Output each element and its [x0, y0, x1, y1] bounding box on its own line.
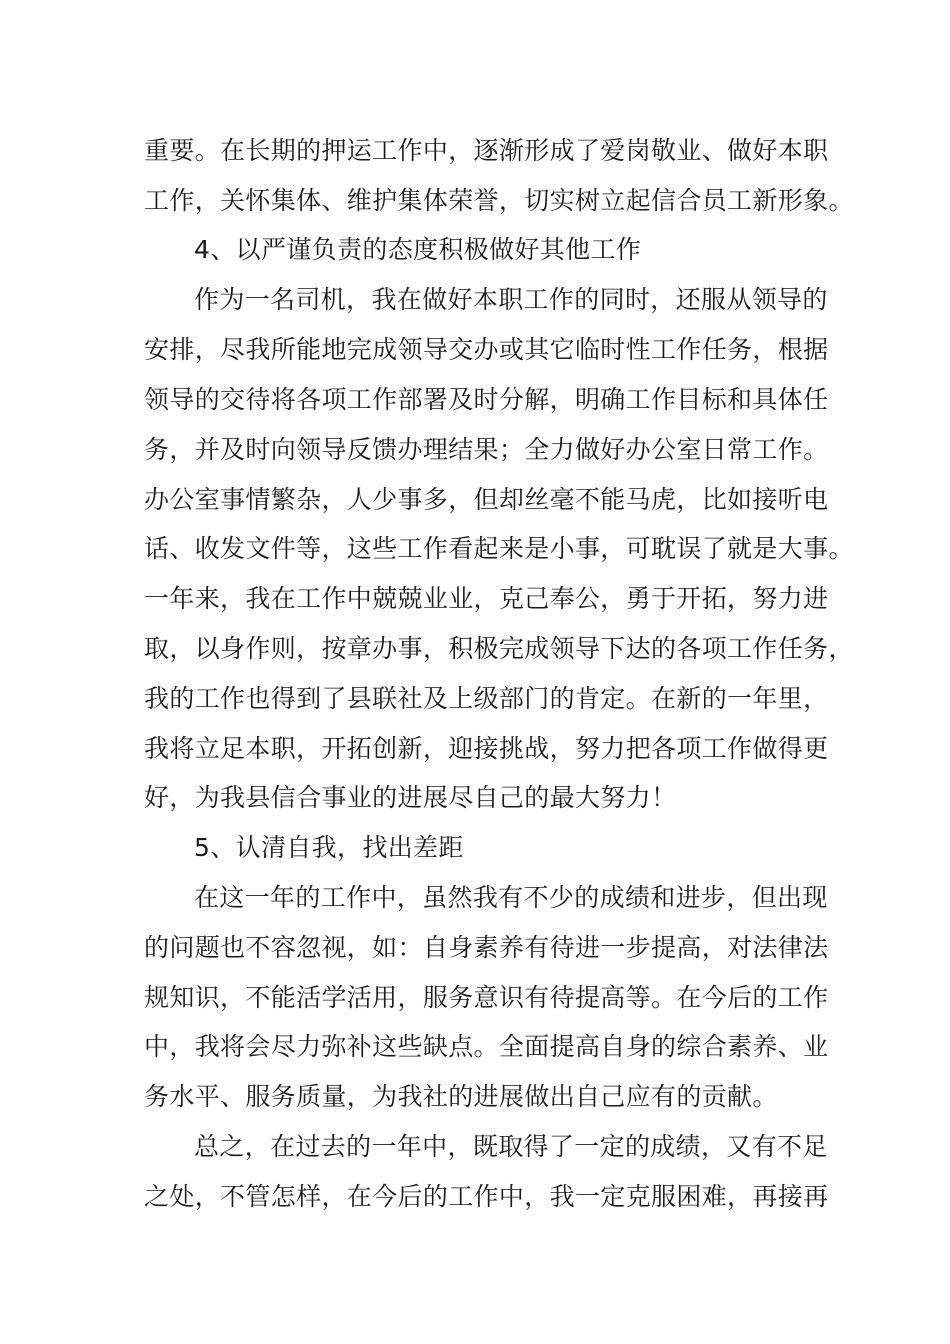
text-line: 取，以身作则，按章办事，积极完成领导下达的各项工作任务， — [144, 634, 854, 663]
text-line: 领导的交待将各项工作部署及时分解，明确工作目标和具体任 — [144, 385, 829, 414]
text-line: 我将立足本职，开拓创新，迎接挑战，努力把各项工作做得更 — [144, 734, 829, 763]
text-line: 一年来，我在工作中兢兢业业，克己奉公，勇于开拓，努力进 — [144, 584, 829, 613]
text-line: 好，为我县信合事业的进展尽自己的最大努力！ — [144, 783, 677, 812]
section-heading-5: 5、认清自我，找出差距 — [194, 833, 464, 862]
paragraph-start: 总之，在过去的一年中，既取得了一定的成绩，又有不足 — [194, 1132, 828, 1161]
text-line: 中，我将会尽力弥补这些缺点。全面提高自身的综合素养、业 — [144, 1032, 829, 1061]
text-line: 务，并及时向领导反馈办理结果；全力做好办公室日常工作。 — [144, 435, 829, 464]
section-heading-4: 4、以严谨负责的态度积极做好其他工作 — [194, 235, 642, 264]
text-line: 安排，尽我所能地完成领导交办或其它临时性工作任务，根据 — [144, 335, 829, 364]
text-line: 的问题也不容忽视，如：自身素养有待进一步提高，对法律法 — [144, 933, 829, 962]
paragraph-start: 在这一年的工作中，虽然我有不少的成绩和进步，但出现 — [194, 883, 828, 912]
text-line: 之处，不管怎样，在今后的工作中，我一定克服困难，再接再 — [144, 1182, 829, 1211]
text-line: 办公室事情繁杂，人少事多，但却丝毫不能马虎，比如接听电 — [144, 485, 829, 514]
paragraph-start: 作为一名司机，我在做好本职工作的同时，还服从领导的 — [194, 285, 828, 314]
text-line: 工作，关怀集体、维护集体荣誉，切实树立起信合员工新形象。 — [144, 186, 854, 215]
text-line: 重要。在长期的押运工作中，逐渐形成了爱岗敬业、做好本职 — [144, 136, 829, 165]
text-line: 话、收发文件等，这些工作看起来是小事，可耽误了就是大事。 — [144, 534, 854, 563]
text-line: 规知识，不能活学活用，服务意识有待提高等。在今后的工作 — [144, 983, 829, 1012]
text-line: 务水平、服务质量，为我社的进展做出自己应有的贡献。 — [144, 1082, 778, 1111]
text-line: 我的工作也得到了县联社及上级部门的肯定。在新的一年里， — [144, 684, 829, 713]
